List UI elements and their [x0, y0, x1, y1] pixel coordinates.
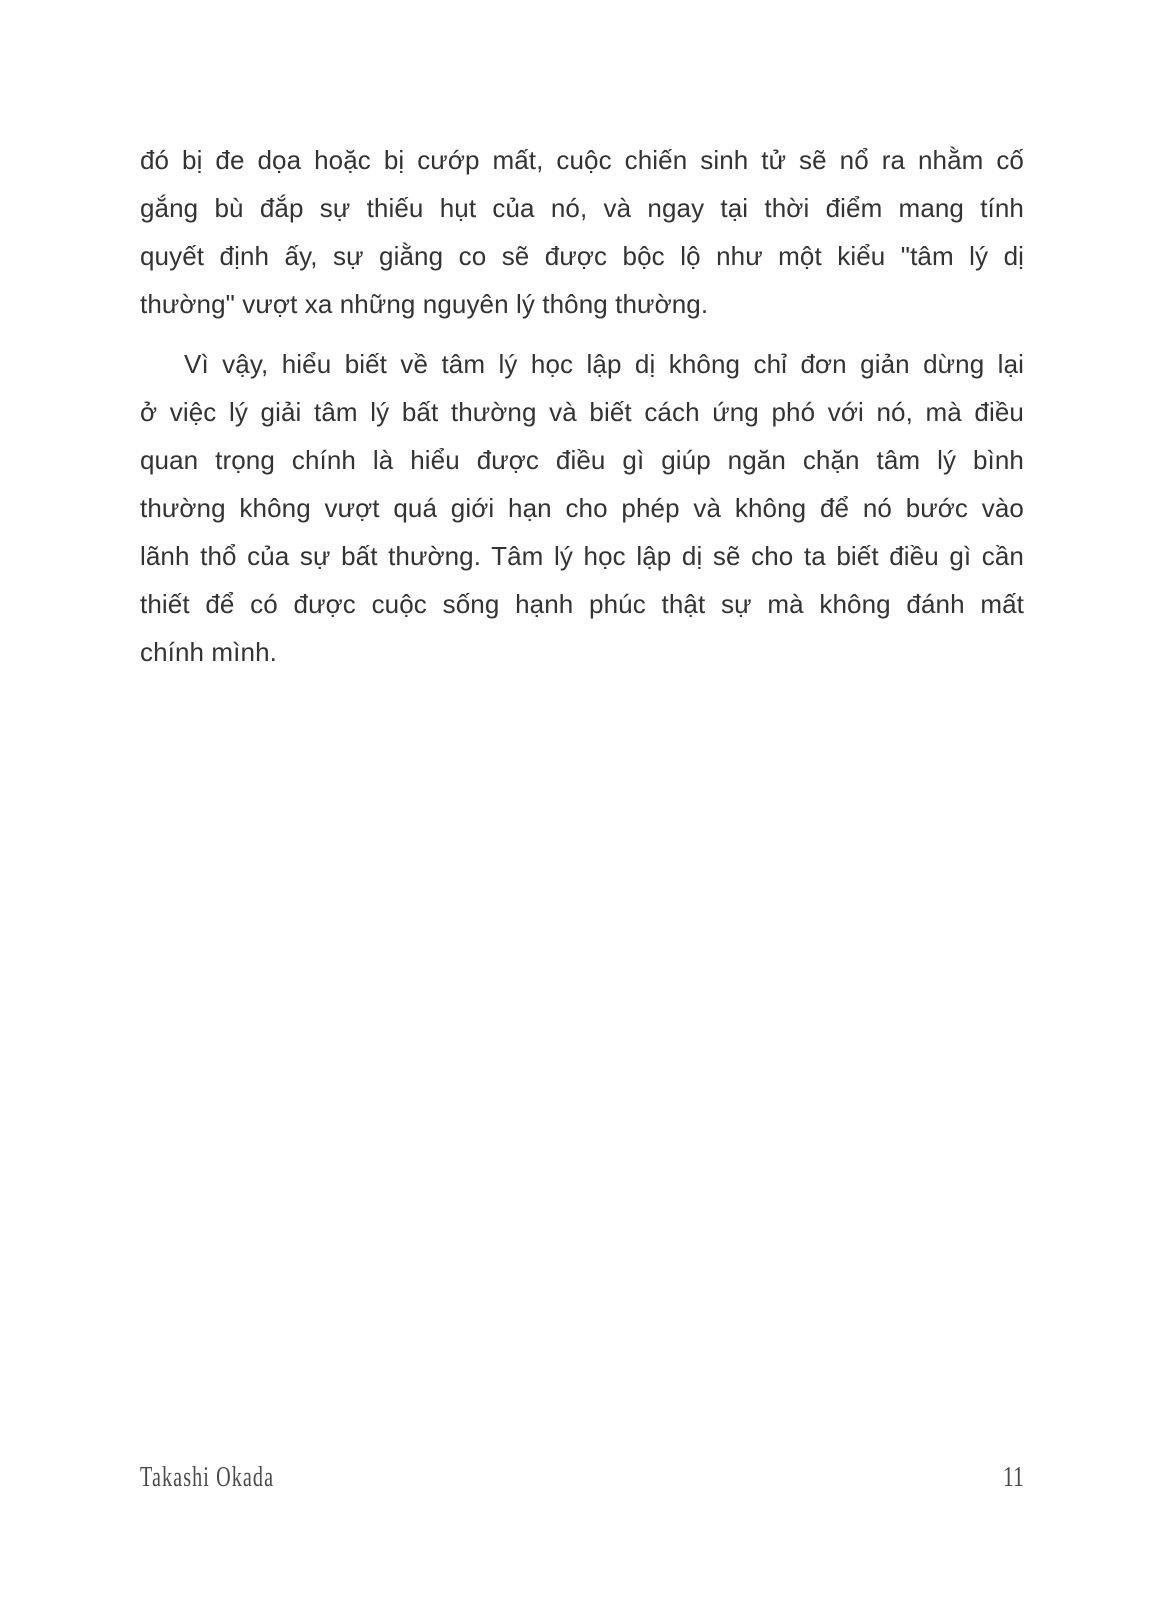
page-footer [140, 1462, 1024, 1494]
text-line: đó bị đe dọa hoặc bị cướp mất, cuộc chiến sinh tử sẽ nổ ra nhằm cố [140, 145, 1024, 175]
footer-author: Takashi Okada [140, 1462, 275, 1493]
text-line: Vì vậy, hiểu biết về tâm lý học lập dị không chỉ đơn giản dừng lại [184, 349, 1024, 379]
text-line: thường" vượt xa những nguyên lý thông thường. [140, 289, 709, 319]
body-text [140, 136, 1024, 676]
text-line: chính mình. [140, 637, 277, 667]
text-line: quyết định ấy, sự giằng co sẽ được bộc lộ như một kiểu "tâm lý dị [140, 241, 1024, 271]
text-line: thường không vượt quá giới hạn cho phép và không để nó bước vào [140, 493, 1024, 523]
paragraph-2 [140, 340, 1024, 676]
text-line: quan trọng chính là hiểu được điều gì giúp ngăn chặn tâm lý bình [140, 445, 1024, 475]
text-line: gắng bù đắp sự thiếu hụt của nó, và ngay tại thời điểm mang tính [140, 193, 1024, 223]
footer-page-number: 11 [1002, 1462, 1024, 1493]
text-line: ở việc lý giải tâm lý bất thường và biết cách ứng phó với nó, mà điều [140, 397, 1024, 427]
paragraph-1 [140, 136, 1024, 328]
text-line: thiết để có được cuộc sống hạnh phúc thật sự mà không đánh mất [140, 589, 1024, 619]
text-line: lãnh thổ của sự bất thường. Tâm lý học lập dị sẽ cho ta biết điều gì cần [140, 541, 1024, 571]
